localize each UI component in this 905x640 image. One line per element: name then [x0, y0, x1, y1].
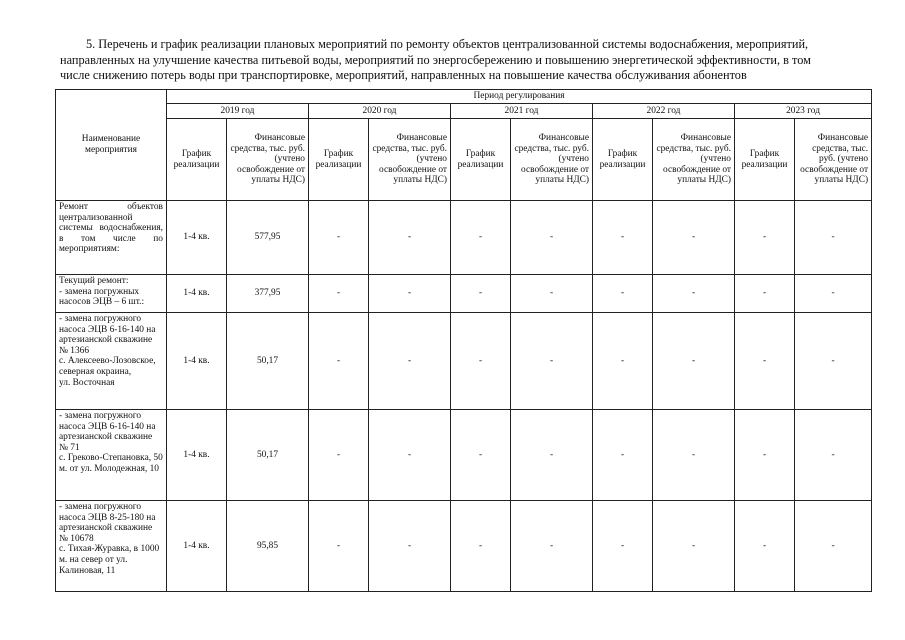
header-year-2020: 2020 год: [309, 104, 451, 119]
header-finance: Финансовые средства, тыс. руб. (учтено освобождение от уплаты НДС): [653, 119, 735, 201]
cell-finance: -: [369, 410, 451, 501]
cell-schedule: -: [593, 410, 653, 501]
cell-schedule: 1-4 кв.: [167, 313, 227, 410]
cell-schedule: -: [451, 501, 511, 592]
cell-schedule: -: [309, 501, 369, 592]
cell-schedule: -: [735, 275, 795, 313]
cell-finance: -: [653, 501, 735, 592]
cell-finance: 95,85: [227, 501, 309, 592]
cell-schedule: -: [309, 201, 369, 275]
cell-finance: 377,95: [227, 275, 309, 313]
cell-finance: -: [369, 201, 451, 275]
table-row: [56, 410, 872, 501]
cell-schedule: -: [309, 275, 369, 313]
header-schedule: График реализации: [309, 119, 369, 201]
header-year-2022: 2022 год: [593, 104, 735, 119]
cell-finance: -: [795, 201, 872, 275]
cell-finance: -: [511, 501, 593, 592]
header-finance: Финансовые средства, тыс. руб. (учтено освобождение от уплаты НДС): [227, 119, 309, 201]
header-schedule: График реализации: [735, 119, 795, 201]
header-year-2021: 2021 год: [451, 104, 593, 119]
header-period: Период регулирования: [167, 90, 872, 104]
header-finance: Финансовые средства, тыс. руб. (учтено освобождение от уплаты НДС): [795, 119, 872, 201]
heading-line-2: направленных на улучшение качества питьевой воды, мероприятий по энергосбережению и повышению энергетической эффективности, в том: [60, 52, 811, 67]
cell-finance: -: [653, 275, 735, 313]
table-row: [56, 501, 872, 592]
row-activity-name: - замена погружного насоса ЭЦВ 6-16-140 на артезианской скважине № 71 с. Греково-Степановка, 50 м. от ул. Молодежная, 10: [56, 410, 167, 501]
cell-finance: -: [795, 410, 872, 501]
cell-schedule: 1-4 кв.: [167, 275, 227, 313]
cell-schedule: -: [309, 410, 369, 501]
cell-finance: -: [653, 313, 735, 410]
cell-schedule: -: [309, 313, 369, 410]
cell-finance: -: [653, 410, 735, 501]
cell-finance: -: [369, 275, 451, 313]
cell-schedule: -: [593, 501, 653, 592]
table-row: [56, 275, 872, 313]
header-year-2023: 2023 год: [735, 104, 872, 119]
cell-schedule: -: [735, 501, 795, 592]
cell-schedule: -: [451, 201, 511, 275]
cell-finance: -: [511, 201, 593, 275]
heading-line-3: числе снижению потерь воды при транспортировке, мероприятий, направленных на повышение качества обслуживания абонентов: [60, 68, 747, 82]
cell-schedule: 1-4 кв.: [167, 410, 227, 501]
cell-finance: -: [795, 501, 872, 592]
schedule-table: [55, 89, 872, 592]
table-row: [56, 313, 872, 410]
row-activity-name: Ремонт объектов централизованной системы водоснабжения, в том числе по мероприятиям:: [56, 201, 167, 275]
row-activity-name: Текущий ремонт: - замена погружных насосов ЭЦВ – 6 шт.:: [56, 275, 167, 313]
cell-schedule: -: [451, 313, 511, 410]
header-finance: Финансовые средства, тыс. руб. (учтено освобождение от уплаты НДС): [511, 119, 593, 201]
cell-finance: -: [653, 201, 735, 275]
header-schedule: График реализации: [167, 119, 227, 201]
cell-schedule: 1-4 кв.: [167, 501, 227, 592]
cell-finance: -: [511, 275, 593, 313]
cell-finance: -: [795, 275, 872, 313]
cell-finance: 577,95: [227, 201, 309, 275]
table-row: [56, 201, 872, 275]
row-activity-name: - замена погружного насоса ЭЦВ 8-25-180 на артезианской скважине № 10678 с. Тихая-Журавка, в 1000 м. на север от ул. Калиновая, 11: [56, 501, 167, 592]
cell-schedule: -: [735, 313, 795, 410]
header-schedule: График реализации: [593, 119, 653, 201]
cell-finance: 50,17: [227, 313, 309, 410]
header-activity-name: Наименование мероприятия: [56, 90, 167, 201]
cell-schedule: -: [735, 201, 795, 275]
header-schedule: График реализации: [451, 119, 511, 201]
cell-schedule: 1-4 кв.: [167, 201, 227, 275]
cell-finance: -: [369, 313, 451, 410]
section-heading: [60, 37, 860, 84]
cell-schedule: -: [735, 410, 795, 501]
row-activity-name: - замена погружного насоса ЭЦВ 6-16-140 на артезианской скважине № 1366 с. Алексеево-Лозовское, северная окраина, ул. Восточная: [56, 313, 167, 410]
cell-schedule: -: [593, 201, 653, 275]
cell-schedule: -: [593, 313, 653, 410]
cell-finance: -: [369, 501, 451, 592]
cell-finance: -: [511, 313, 593, 410]
header-year-2019: 2019 год: [167, 104, 309, 119]
cell-finance: 50,17: [227, 410, 309, 501]
header-finance: Финансовые средства, тыс. руб. (учтено освобождение от уплаты НДС): [369, 119, 451, 201]
heading-line-1: 5. Перечень и график реализации плановых мероприятий по ремонту объектов централизованной системы водоснабжения, мероприятий,: [86, 37, 809, 51]
cell-schedule: -: [593, 275, 653, 313]
cell-finance: -: [795, 313, 872, 410]
cell-schedule: -: [451, 275, 511, 313]
cell-schedule: -: [451, 410, 511, 501]
cell-finance: -: [511, 410, 593, 501]
